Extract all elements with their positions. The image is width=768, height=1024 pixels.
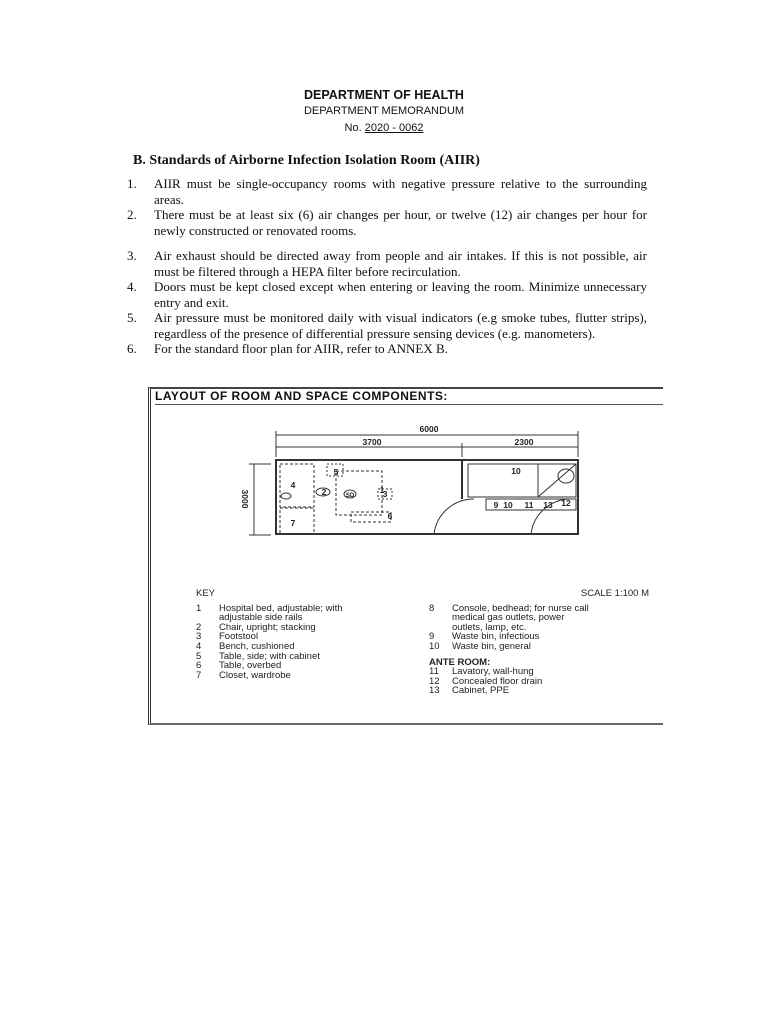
item-text: Doors must be kept closed except when entering or leaving the room. Minimize unnecessary entry and exit. bbox=[154, 279, 647, 310]
key-number: 3 bbox=[196, 631, 202, 643]
list-item bbox=[125, 279, 647, 310]
plan-label: 10 bbox=[511, 466, 521, 476]
item-text: AIIR must be single-occupancy rooms with negative pressure relative to the surrounding areas. bbox=[154, 176, 647, 207]
key-text: outlets, lamp, etc. bbox=[452, 621, 527, 633]
key-number: 9 bbox=[429, 631, 435, 643]
key-text: Concealed floor drain bbox=[452, 675, 543, 687]
key-text: Waste bin, general bbox=[452, 640, 531, 652]
key-right bbox=[429, 589, 649, 696]
key-number: 7 bbox=[196, 669, 202, 681]
key-number: 5 bbox=[196, 650, 202, 662]
key-number bbox=[429, 613, 452, 623]
memo-number-value: 2020 - 0062 bbox=[364, 122, 424, 134]
key-number: 1 bbox=[196, 602, 202, 614]
key-entry bbox=[429, 642, 649, 652]
list-item bbox=[125, 310, 647, 341]
item-number: 3. bbox=[127, 248, 137, 263]
key-number: 2 bbox=[196, 621, 202, 633]
plan-label: 12 bbox=[561, 498, 571, 508]
standards-list bbox=[125, 176, 647, 357]
list-item bbox=[125, 248, 647, 279]
plan-label: 11 bbox=[524, 500, 534, 510]
dim-left: 3700 bbox=[362, 437, 382, 447]
key-text: adjustable side rails bbox=[219, 612, 303, 624]
scale-label: SCALE 1:100 M bbox=[580, 588, 649, 599]
key-text: Bench, cushioned bbox=[219, 640, 295, 652]
plan-label: 2 bbox=[321, 487, 327, 497]
key-text: Cabinet, PPE bbox=[452, 685, 510, 697]
key-number: 6 bbox=[196, 660, 202, 672]
key-text: Footstool bbox=[219, 631, 259, 643]
key-text: Hospital bed, adjustable; with bbox=[219, 602, 343, 614]
item-number: 5. bbox=[127, 310, 137, 325]
key-number: 11 bbox=[429, 666, 439, 678]
plan-label: 5 bbox=[333, 467, 339, 477]
item-number: 4. bbox=[127, 279, 137, 294]
list-item bbox=[125, 207, 647, 238]
item-number: 2. bbox=[127, 207, 137, 222]
memo-number-prefix: No. bbox=[344, 122, 362, 134]
floor-plan-figure bbox=[148, 387, 663, 725]
key-entry bbox=[196, 671, 343, 681]
key-number: 4 bbox=[196, 640, 202, 652]
plan-label: 6 bbox=[387, 511, 393, 521]
key-text: Lavatory, wall-hung bbox=[452, 666, 534, 678]
key-text: Waste bin, infectious bbox=[452, 631, 540, 643]
department-title: DEPARTMENT OF HEALTH bbox=[304, 88, 464, 102]
item-text: Air exhaust should be directed away from people and air intakes. If this is not possible, air must be filtered through a HEPA filter before recirculation. bbox=[154, 248, 647, 279]
key-text: Table, overbed bbox=[219, 660, 282, 672]
key-text: Table, side; with cabinet bbox=[219, 650, 320, 662]
memo-type: DEPARTMENT MEMORANDUM bbox=[303, 105, 465, 117]
dim-total: 6000 bbox=[419, 424, 439, 434]
plan-label: SD bbox=[345, 493, 355, 499]
plan-label: 7 bbox=[290, 518, 296, 528]
item-number: 1. bbox=[127, 176, 137, 191]
key-number: 12 bbox=[429, 675, 440, 687]
figure-title: LAYOUT OF ROOM AND SPACE COMPONENTS: bbox=[155, 389, 663, 405]
plan-label: 3 bbox=[382, 489, 388, 499]
plan-label: 10 bbox=[503, 500, 513, 510]
item-text: For the standard floor plan for AIIR, refer to ANNEX B. bbox=[154, 341, 448, 356]
key-left bbox=[196, 589, 343, 680]
plan-label: 13 bbox=[543, 500, 553, 510]
list-item bbox=[125, 341, 647, 357]
key-title: KEY bbox=[196, 588, 216, 599]
key-text: Chair, upright; stacking bbox=[219, 621, 316, 633]
key-text: Console, bedhead; for nurse call bbox=[452, 602, 589, 614]
list-item bbox=[125, 176, 647, 207]
memo-number bbox=[0, 122, 768, 134]
key-entry bbox=[429, 686, 649, 696]
dim-height: 3000 bbox=[240, 489, 250, 509]
item-text: Air pressure must be monitored daily with visual indicators (e.g smoke tubes, flutter strips), regardless of the presence of differential pressure sensing devices (e.g. manometers). bbox=[154, 310, 647, 341]
dim-right: 2300 bbox=[514, 437, 534, 447]
key-number: 10 bbox=[429, 640, 440, 652]
plan-label: 4 bbox=[290, 480, 296, 490]
plan-label: 1 bbox=[379, 485, 385, 495]
item-number: 6. bbox=[127, 341, 137, 356]
key-number: 8 bbox=[429, 602, 435, 614]
key-text: Closet, wardrobe bbox=[219, 669, 291, 681]
section-heading: B. Standards of Airborne Infection Isolation Room (AIIR) bbox=[133, 153, 480, 168]
key-entry bbox=[196, 623, 343, 633]
key-text: medical gas outlets, power bbox=[452, 612, 565, 624]
item-text: There must be at least six (6) air changes per hour, or twelve (12) air changes per hour for newly constructed or renovated rooms. bbox=[154, 207, 647, 238]
key-number: 13 bbox=[429, 685, 440, 697]
plan-label: 9 bbox=[493, 500, 499, 510]
ante-room-title: ANTE ROOM: bbox=[429, 656, 491, 668]
